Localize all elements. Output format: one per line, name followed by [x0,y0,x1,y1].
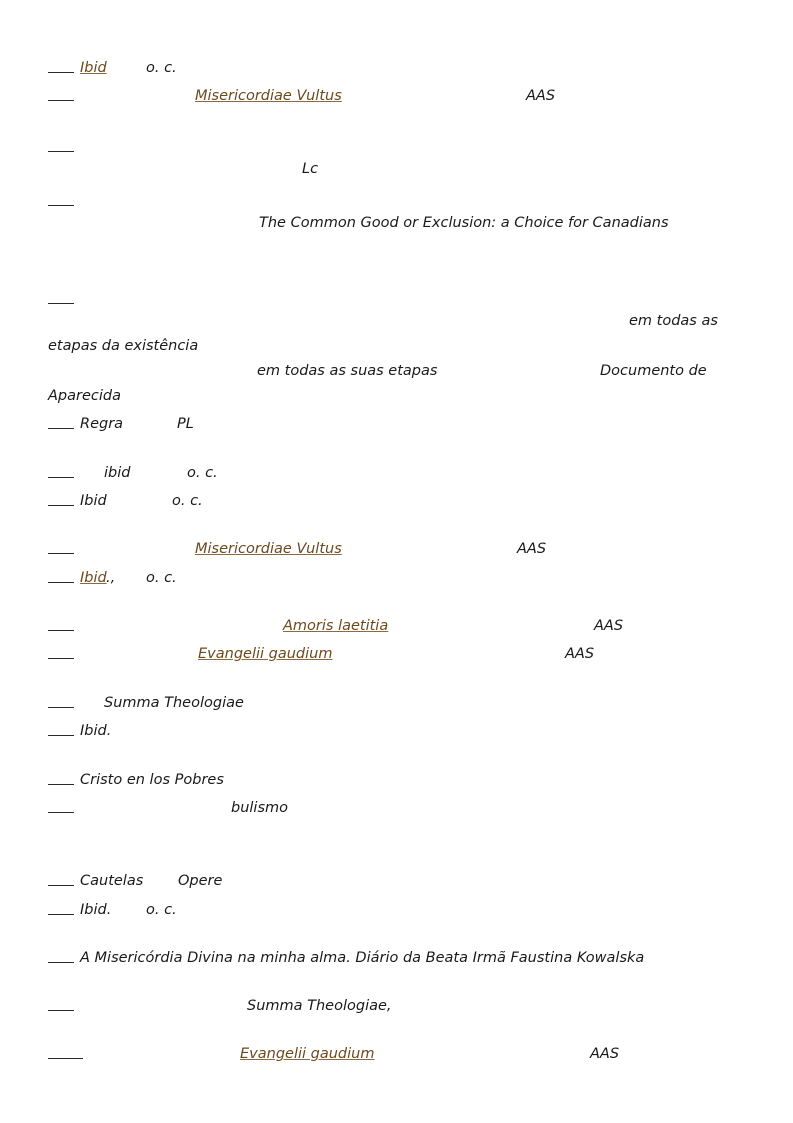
footnote-10 [0,568,793,586]
footnote-8 [0,491,793,509]
footnote-link[interactable]: Amoris laetitia [283,618,389,634]
footnote-rule [48,1058,83,1059]
footnote-7 [0,463,793,481]
footnote-text: bulismo [231,800,289,816]
footnote-text: ., [106,570,116,586]
footnote-text: Cautelas [80,873,144,889]
footnote-rule [48,428,74,429]
footnote-text: Cristo en los Pobres [80,772,224,788]
footnote-link[interactable]: Misericordiae Vultus [195,88,342,104]
footnote-link[interactable]: Ibid [80,570,107,586]
footnote-rule [48,505,74,506]
footnote-text: A Misericórdia Divina na minha alma. Diário da Beata Irmã Faustina Kowalska [80,950,645,966]
footnote-text: em todas as suas etapas [257,363,438,379]
footnote-rule [48,477,74,478]
footnote-20 [0,996,793,1014]
footnote-rule [48,707,74,708]
footnote-text: o. c. [146,60,177,76]
footnote-5 [0,289,793,404]
footnote-18 [0,900,793,918]
footnote-rule [48,658,74,659]
footnote-16 [0,798,793,816]
footnote-rule [48,885,74,886]
footnote-text: em todas as [629,313,718,329]
footnote-text: Summa Theologiae, [247,998,392,1014]
footnote-text: AAS [517,541,547,557]
footnote-17 [0,871,793,889]
footnote-text: Documento de [600,363,707,379]
footnote-21 [0,1044,793,1062]
footnote-rule [48,735,74,736]
footnote-rule [48,812,74,813]
footnote-rule [48,100,74,101]
footnote-text: The Common Good or Exclusion: a Choice for Canadians [259,215,669,231]
footnote-rule [48,553,74,554]
footnote-text: ibid [104,465,131,481]
footnote-text: Lc [302,161,319,177]
footnote-rule [48,1010,74,1011]
footnote-text: o. c. [172,493,203,509]
footnote-text: Ibid. [80,902,112,918]
footnote-link[interactable]: Evangelii gaudium [198,646,333,662]
footnote-link[interactable]: Ibid [80,60,107,76]
footnote-rule [48,962,74,963]
footnote-text: Ibid [80,493,107,509]
footnote-text: Summa Theologiae [104,695,244,711]
footnote-rule [48,630,74,631]
footnote-3 [0,137,793,177]
footnote-rule [48,582,74,583]
footnote-text: Aparecida [48,388,121,404]
footnote-1 [0,58,793,76]
footnote-4 [0,191,793,231]
footnote-15 [0,770,793,788]
footnote-text: o. c. [146,570,177,586]
footnote-rule [48,72,74,73]
footnote-text: etapas da existência [48,338,199,354]
footnote-14 [0,721,793,739]
footnote-text: AAS [565,646,595,662]
footnote-rule [48,205,74,206]
footnote-text: Regra [80,416,124,432]
footnote-text: Opere [178,873,223,889]
footnote-text: AAS [526,88,556,104]
footnote-link[interactable]: Misericordiae Vultus [195,541,342,557]
footnote-text: PL [177,416,194,432]
footnote-rule [48,151,74,152]
footnote-6 [0,414,793,432]
footnote-13 [0,693,793,711]
footnote-text: o. c. [146,902,177,918]
footnote-text: o. c. [187,465,218,481]
footnote-2 [0,86,793,104]
footnote-rule [48,784,74,785]
footnote-12 [0,644,793,662]
footnote-link[interactable]: Evangelii gaudium [240,1046,375,1062]
footnote-9 [0,539,793,557]
footnote-19 [0,948,793,966]
footnote-text: AAS [590,1046,620,1062]
footnote-11 [0,616,793,634]
footnote-rule [48,914,74,915]
footnote-text: Ibid. [80,723,112,739]
footnote-rule [48,303,74,304]
footnote-text: AAS [594,618,624,634]
